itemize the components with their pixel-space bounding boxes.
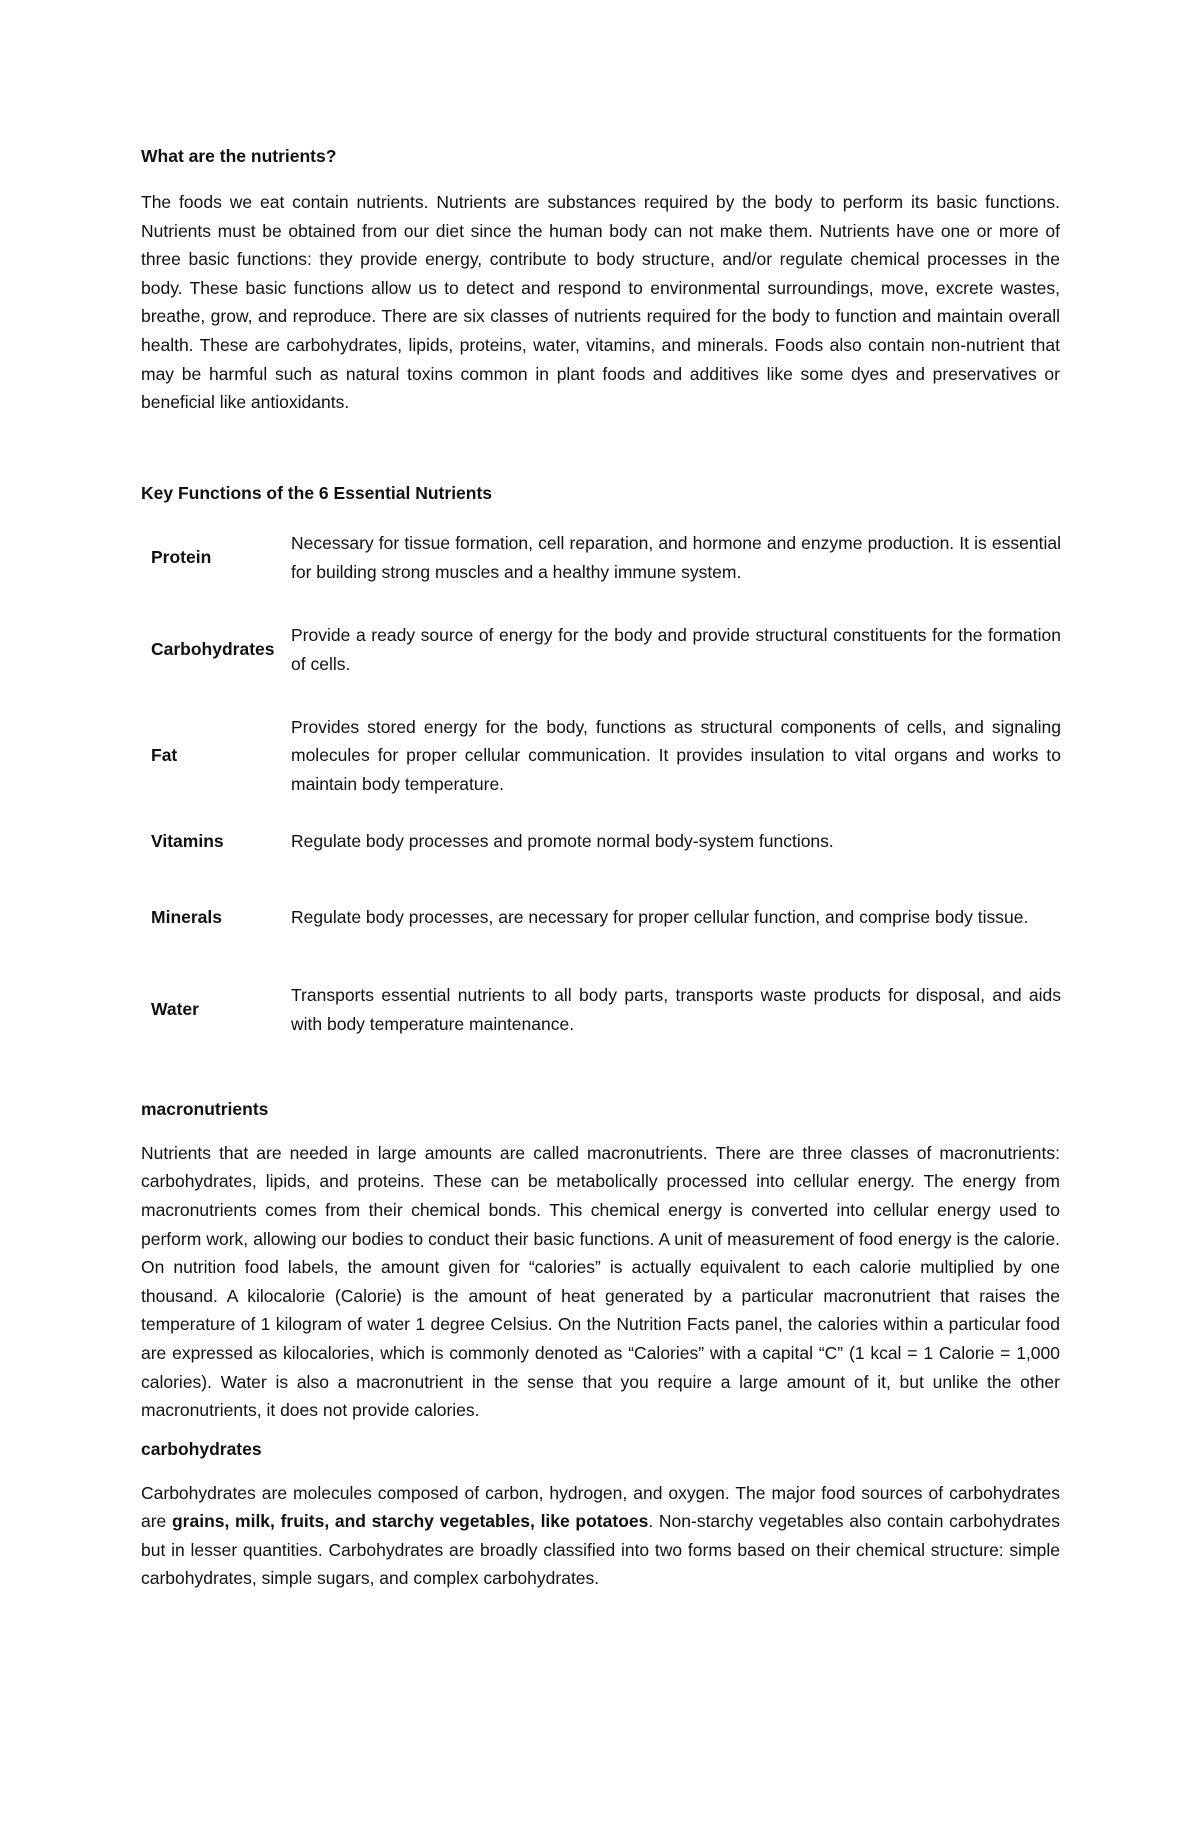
table-row xyxy=(141,825,1061,859)
macronutrients-paragraph: Nutrients that are needed in large amounts are called macronutrients. There are three classes of macronutrients: carbohydrates, lipids, and proteins. These can be metabolically processed into cellular energy. The energy from macronutrients comes from their chemical bonds. This chemical energy is converted into cellular energy used to perform work, allowing our bodies to conduct their basic functions. A unit of measurement of food energy is the calorie. On nutrition food labels, the amount given for “calories” is actually equivalent to each calorie multiplied by one thousand. A kilocalorie (Calorie) is the amount of heat generated by a particular macronutrient that raises the temperature of 1 kilogram of water 1 degree Celsius. On the Nutrition Facts panel, the calories within a particular food are expressed as kilocalories, which is commonly denoted as “Calories” with a capital “C” (1 kcal = 1 Calorie = 1,000 calories). Water is also a macronutrient in the sense that you require a large amount of it, but unlike the other macronutrients, it does not provide calories. xyxy=(141,1142,1060,1421)
carbohydrates-food-sources-bold: grains, milk, fruits, and starchy vegetables, like potatoes xyxy=(171,1511,649,1532)
section-heading-what-are-nutrients: What are the nutrients? xyxy=(141,146,337,166)
carbohydrates-text-start: Carbohydrates are molecules composed of carbon, hydrogen, and oxygen. The major food sources of carbohydrates are xyxy=(141,1482,1060,1532)
section-heading-macronutrients: macronutrients xyxy=(141,1098,269,1119)
nutrients-intro-paragraph: The foods we eat contain nutrients. Nutrients are substances required by the body to perform its basic functions. Nutrients must be obtained from our diet since the human body can not make them. Nutrients have one or more of three basic functions: they provide energy, contribute to body structure, and/or regulate chemical processes in the body. These basic functions allow us to detect and respond to environmental surroundings, move, excrete wastes, breathe, grow, and reproduce. There are six classes of nutrients required for the body to function and maintain overall health. These are carbohydrates, lipids, proteins, water, vitamins, and minerals. Foods also contain non-nutrient that may be harmful such as natural toxins common in plant foods and additives like some dyes and preservatives or beneficial like antioxidants. xyxy=(141,192,1060,413)
nutrient-name-minerals: Minerals xyxy=(151,907,222,928)
nutrient-name-carbohydrates: Carbohydrates xyxy=(151,639,275,660)
nutrient-name-water: Water xyxy=(151,999,199,1020)
nutrient-description-fat: Provides stored energy for the body, functions as structural components of cells, and signaling molecules for proper cellular communication. It provides insulation to vital organs and works to maintain body temperature. xyxy=(291,716,1061,795)
nutrient-functions-table xyxy=(141,527,1061,1041)
nutrient-description-protein: Necessary for tissue formation, cell reparation, and hormone and enzyme production. It is essential for building strong muscles and a healthy immune system. xyxy=(291,533,1061,582)
section-heading-carbohydrates: carbohydrates xyxy=(141,1438,262,1459)
table-row xyxy=(141,619,1061,681)
table-row xyxy=(141,711,1061,801)
nutrient-description-water: Transports essential nutrients to all body parts, transports waste products for disposal, and aids with body temperature maintenance. xyxy=(291,985,1061,1034)
table-row xyxy=(141,527,1061,589)
nutrient-description-vitamins: Regulate body processes and promote normal body-system functions. xyxy=(291,831,834,852)
nutrient-name-protein: Protein xyxy=(151,547,212,568)
nutrient-name-fat: Fat xyxy=(151,745,178,766)
nutrient-name-vitamins: Vitamins xyxy=(151,831,224,852)
carbohydrates-paragraph xyxy=(141,1479,1060,1593)
table-row xyxy=(141,979,1061,1041)
nutrient-description-carbohydrates: Provide a ready source of energy for the body and provide structural constituents for the formation of cells. xyxy=(291,625,1061,674)
table-row xyxy=(141,887,1061,949)
nutrient-description-minerals: Regulate body processes, are necessary for proper cellular function, and comprise body tissue. xyxy=(291,907,1029,928)
section-heading-key-functions: Key Functions of the 6 Essential Nutrients xyxy=(141,482,493,503)
carbohydrates-text-end: . Non-starchy vegetables also contain carbohydrates but in lesser quantities. Carbohydrates are broadly classified into two forms based on their chemical structure: simple carbohydrates, simple sugars, and complex carbohydrates. xyxy=(141,1511,1060,1589)
